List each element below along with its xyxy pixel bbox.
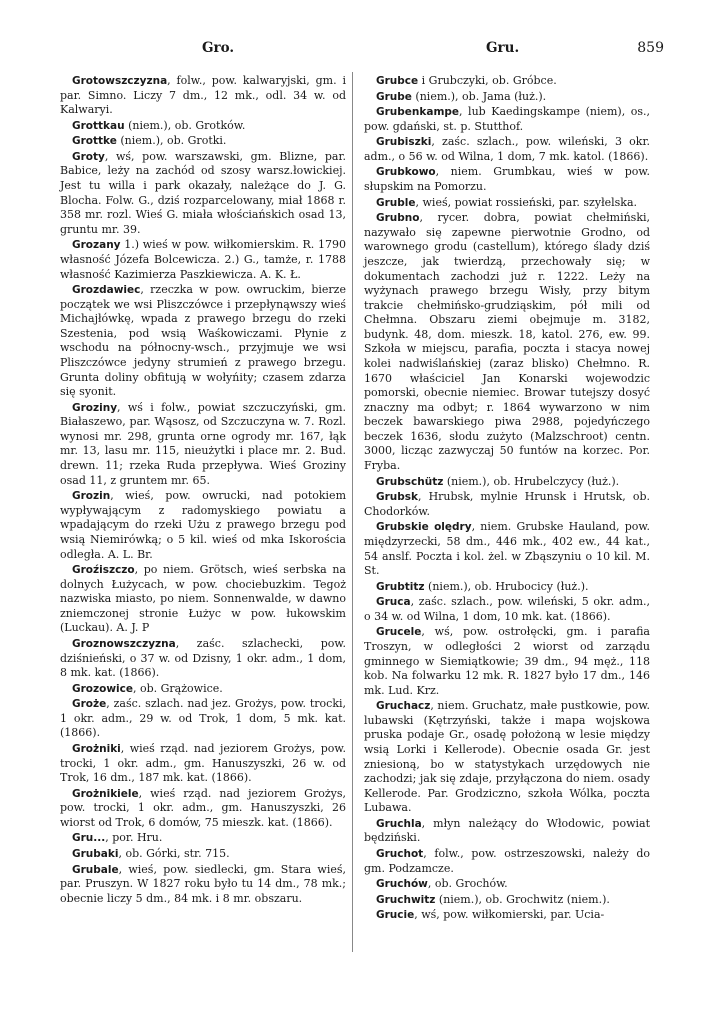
dictionary-entry bbox=[364, 74, 650, 89]
entry-text: (niem.), ob. Grochwitz (niem.). bbox=[435, 892, 610, 906]
entry-headword: Gruchla bbox=[376, 817, 422, 830]
entry-text: , wieś, pow. siedlecki, gm. Stara wieś, par. Pruszyn. W 1827 roku było tu 14 dm., 78 mk.; obecnie liczy 5 dm., 84 mk. i 8 mr. obszaru. bbox=[60, 862, 346, 905]
dictionary-entry bbox=[60, 863, 346, 907]
entry-headword: Grozin bbox=[72, 490, 111, 503]
entry-headword: Grucie bbox=[376, 909, 415, 922]
dictionary-entry bbox=[364, 135, 650, 164]
entry-text: , młyn należący do Włodowic, powiat będziński. bbox=[364, 816, 650, 845]
entry-text: , wś i folw., powiat szczuczyński, gm. Białaszewo, par. Wąsosz, od Szczuczyna w. 7. Rozl. wynosi mr. 298, grunta orne ogrody mr. 167, łąk mr. 13, lasu mr. 115, nieużytki i place mr. 2. Bud. drewn. 11; rzeka Ruda przepływa. Wieś Groziny osad 11, z gruntem mr. 65. bbox=[60, 400, 346, 487]
entry-headword: Grożnikiele bbox=[72, 787, 139, 800]
right-column bbox=[364, 74, 650, 924]
entry-text: , wś, pow. warszawski, gm. Blizne, par. Babice, leży na zachód od szosy warsz.łowickiej. Jest tu willa i park okazały, należące do J. G. Blocha. Folw. G., dziś rozparcelowany, miał 1868 r. 358 mr. rozl. Wieś G. miała włościańskich osad 13, gruntu mr. 39. bbox=[60, 149, 346, 236]
dictionary-entry bbox=[364, 699, 650, 816]
dictionary-entry bbox=[364, 877, 650, 892]
entry-headword: Grotowszczyzna bbox=[72, 75, 168, 87]
entry-headword: Gruchwitz bbox=[376, 893, 436, 906]
entry-headword: Grubkowo bbox=[376, 166, 436, 179]
entry-headword: Grubiszki bbox=[376, 136, 432, 149]
dictionary-entry bbox=[60, 74, 346, 118]
entry-text: , Hrubsk, mylnie Hrunsk i Hrutsk, ob. Chodorków. bbox=[364, 490, 650, 518]
dictionary-entry bbox=[60, 563, 346, 636]
entry-headword: Gruca bbox=[376, 596, 411, 609]
page-number: 859 bbox=[637, 40, 664, 56]
running-head-left: Gro. bbox=[202, 40, 235, 56]
dictionary-entry bbox=[60, 787, 346, 831]
entry-headword: Grottkau bbox=[72, 119, 125, 132]
entry-headword: Grubsk bbox=[376, 491, 419, 504]
dictionary-entry bbox=[364, 893, 650, 908]
entry-headword: Grubenkampe bbox=[376, 106, 460, 119]
entry-text: , wieś, powiat rossieński, par. szyłelska. bbox=[415, 195, 638, 209]
entry-text: , rycer. dobra, powiat chełmiński, nazywało się zapewne pierwotnie Grodno, od warownego grodu (castellum), którego ślady dziś jeszcze, jak twierdzą, przechowały się; w dokumentach zachodzi już r. 1222. Leży na wyżynach prawego brzegu Wisły, przy bitym trakcie chełmińsko-grudziąskim, pół mili od Chełmna. Obszaru ziemi obejmuje m. 3182, budynk. 48, dom. mieszk. 18, katol. 276, ew. 99. Szkoła w miejscu, parafia, poczta i stacya nowej kolei nadwiślańskiej (zaraz blisko) Chełmno. R. 1670 właściciel Jan Konarski wojewodzic pomorski, obecnie niemiec. Browar tutejszy dosyć znaczny ma odbyt; r. 1864 wywarzono w nim beczek bawarskiego piwa 2988, pojedyńczego beczek 1636, słodu zużyto (Malzschroot) centn. 3000, licząc zazwyczaj 50 funtów na korzec. Por. Fryba. bbox=[364, 211, 650, 473]
dictionary-entry bbox=[60, 682, 346, 697]
entry-text: , wś, pow. wiłkomierski, par. Ucia- bbox=[414, 908, 605, 922]
entry-text: , lub Kaedingskampe (niem), os., pow. gdański, st. p. Stutthof. bbox=[364, 105, 650, 133]
entry-headword: Groty bbox=[72, 150, 105, 163]
dictionary-entry bbox=[364, 847, 650, 876]
dictionary-entry bbox=[60, 697, 346, 741]
entry-text: , rzeczka w pow. owruckim, bierze początek we wsi Pliszczówce i przepłynąwszy wieś Michajłówkę, wpada z prawego brzegu do rzeki Szestenia, pod wsią Waśkowiczami. Płynie z wschodu na północny-wsch., przyjmuje we wsi Pliszczówce jedyny strumień z prawego brzegu. Grunta doliny obfitują w wołyńity; czasem zdarza się syonit. bbox=[60, 283, 346, 399]
entry-text: , wieś rząd. nad jeziorem Grożys, pow. trocki, 1 okr. adm., gm. Hanuszyszki, 26 wiorst od Trok, 6 domów, 75 mieszk. kat. (1866). bbox=[60, 786, 346, 829]
entry-text: (niem.), ob. Grotków. bbox=[124, 118, 246, 132]
entry-headword: Grottke bbox=[72, 135, 117, 148]
entry-headword: Grubale bbox=[72, 863, 119, 876]
entry-text: , niem. Grubske Hauland, pow. międzyrzecki, 58 dm., 446 mk., 402 ew., 44 kat., 54 anslf. Poczta i kol. żel. w Zbąszyniu o 10 kil. M. St. bbox=[364, 520, 650, 578]
entry-text: (niem.), ob. Hrubocicy (łuż.). bbox=[424, 579, 589, 593]
dictionary-entry bbox=[60, 637, 346, 681]
entry-headword: Grozdawiec bbox=[72, 284, 141, 297]
entry-text: , niem. Grumbkau, wieś w pow. słupskim na Pomorzu. bbox=[364, 165, 650, 194]
entry-text: , wś, pow. ostrołęcki, gm. i parafia Troszyn, w odległości 2 wiorst od zarządu gminnego w Siemiątkowie; 39 dm., 94 męż., 118 kob. Na folwarku 12 mk. R. 1827 było 17 dm., 146 mk. Lud. Krz. bbox=[364, 625, 650, 697]
entry-text: , niem. Gruchatz, małe pustkowie, pow. lubawski (Kętrzyński, także i mapa wojskowa pruska podaje Gr., osadę położoną w lesie między wsią Lorki i Kellerode). Obecnie osada Gr. jest zniesioną, bo w statystykach urzędowych nie zachodzi; jak się zdaje, przyłączona do niem. osady Kellerode. Par. Grodziczno, szkoła Wólka, poczta Lubawa. bbox=[364, 699, 650, 815]
entry-headword: Grubtitz bbox=[376, 580, 425, 593]
dictionary-entry bbox=[60, 489, 346, 562]
entry-headword: Grubno bbox=[376, 212, 420, 225]
dictionary-entry bbox=[60, 283, 346, 400]
dictionary-entry bbox=[364, 580, 650, 595]
dictionary-entry bbox=[60, 134, 346, 149]
entry-text: i Grubczyki, ob. Gróbce. bbox=[418, 74, 557, 87]
entry-text: , folw., pow. ostrzeszowski, należy do gm. Podzamcze. bbox=[364, 847, 650, 875]
entry-text: (niem.), ob. Jama (łuż.). bbox=[411, 89, 547, 103]
entry-headword: Groże bbox=[72, 698, 107, 711]
entry-text: , ob. Grochów. bbox=[427, 877, 508, 891]
entry-text: , zaśc. szlach. nad jez. Grożys, pow. trocki, 1 okr. adm., 29 w. od Trok, 1 dom, 5 mk. kat. (1866). bbox=[60, 697, 346, 740]
dictionary-entry bbox=[364, 165, 650, 194]
entry-headword: Gru... bbox=[72, 832, 106, 845]
entry-headword: Grubce bbox=[376, 75, 419, 87]
page-header bbox=[60, 40, 664, 62]
entry-text: , zaśc. szlach., pow. wileński, 5 okr. adm., o 34 w. od Wilna, 1 dom, 10 mk. kat. (1866). bbox=[364, 595, 650, 623]
entry-headword: Gruchów bbox=[376, 878, 428, 891]
dictionary-entry bbox=[364, 817, 650, 846]
dictionary-entry bbox=[60, 119, 346, 134]
entry-headword: Grubskie olędry bbox=[376, 521, 472, 534]
entry-headword: Grube bbox=[376, 90, 412, 103]
entry-text: , folw., pow. kalwaryjski, gm. i par. Simno. Liczy 7 dm., 12 mk., odl. 34 w. od Kalwaryi. bbox=[60, 74, 346, 117]
dictionary-entry bbox=[60, 401, 346, 488]
entry-headword: Grozany bbox=[72, 239, 121, 252]
entry-headword: Groznowszczyzna bbox=[72, 637, 176, 650]
dictionary-entry bbox=[364, 90, 650, 105]
entry-text: , ob. Górki, str. 715. bbox=[118, 847, 230, 861]
entry-text: (niem.), ob. Hrubelczycy (łuż.). bbox=[443, 474, 620, 488]
entry-text: , po niem. Grötsch, wieś serbska na dolnych Łużycach, w pow. chociebuzkim. Tegoż nazwiska miasto, po niem. Sonnenwalde, w dawno zniemczonej stronie Łużyc w pow. łukowskim (Luckau). A. J. P bbox=[60, 563, 346, 635]
entry-text: , zaśc. szlach., pow. wileński, 3 okr. adm., o 56 w. od Wilna, 1 dom, 7 mk. katol. (1866). bbox=[364, 135, 650, 163]
dictionary-entry bbox=[364, 105, 650, 134]
entry-text: (niem.), ob. Grotki. bbox=[116, 134, 227, 148]
dictionary-entry bbox=[60, 847, 346, 862]
entry-headword: Gruchacz bbox=[376, 700, 431, 713]
dictionary-entry bbox=[364, 520, 650, 578]
column-divider bbox=[352, 72, 353, 952]
entry-headword: Grożniki bbox=[72, 743, 121, 756]
running-head-center: Gru. bbox=[486, 40, 520, 56]
entry-text: 1.) wieś w pow. wiłkomierskim. R. 1790 własność Józefa Bolcewicza. 2.) G., tamże, r. 1788 własność Kazimierza Paszkiewicza. A. K. Ł. bbox=[60, 238, 346, 281]
dictionary-entry bbox=[364, 196, 650, 211]
dictionary-entry bbox=[364, 211, 650, 473]
entry-headword: Gruchot bbox=[376, 848, 424, 861]
entry-text: , ob. Grążowice. bbox=[132, 681, 223, 695]
left-column bbox=[60, 74, 346, 907]
entry-headword: Grucele bbox=[376, 626, 422, 639]
dictionary-entry bbox=[364, 908, 650, 923]
dictionary-entry bbox=[364, 490, 650, 519]
dictionary-entry bbox=[60, 150, 346, 237]
entry-text: , wieś, pow. owrucki, nad potokiem wypływającym z radomyskiego powiatu a wpadającym do rzeki Użu z prawego brzegu pod wsią Niemirówką; o 5 kil. wieś od mka Iskorościa odległa. A. L. Br. bbox=[60, 489, 346, 561]
entry-headword: Grubaki bbox=[72, 848, 119, 861]
entry-text: , zaśc. szlachecki, pow. dziśnieński, o 37 w. od Dzisny, 1 okr. adm., 1 dom, 8 mk. kat. (1866). bbox=[60, 636, 346, 680]
dictionary-entry bbox=[60, 831, 346, 846]
entry-headword: Groźiszczo bbox=[72, 564, 135, 577]
entry-headword: Gruble bbox=[376, 196, 416, 209]
dictionary-entry bbox=[364, 595, 650, 624]
dictionary-entry bbox=[364, 475, 650, 490]
entry-text: , por. Hru. bbox=[105, 831, 163, 845]
dictionary-entry bbox=[364, 625, 650, 698]
dictionary-entry bbox=[60, 238, 346, 282]
dictionary-entry bbox=[60, 742, 346, 786]
entry-headword: Grozowice bbox=[72, 682, 133, 695]
entry-text: , wieś rząd. nad jeziorem Grożys, pow. trocki, 1 okr. adm., gm. Hanuszyszki, 26 w. od Trok, 16 dm., 187 mk. kat. (1866). bbox=[60, 742, 346, 785]
entry-headword: Grubschütz bbox=[376, 475, 444, 488]
entry-headword: Groziny bbox=[72, 401, 118, 414]
